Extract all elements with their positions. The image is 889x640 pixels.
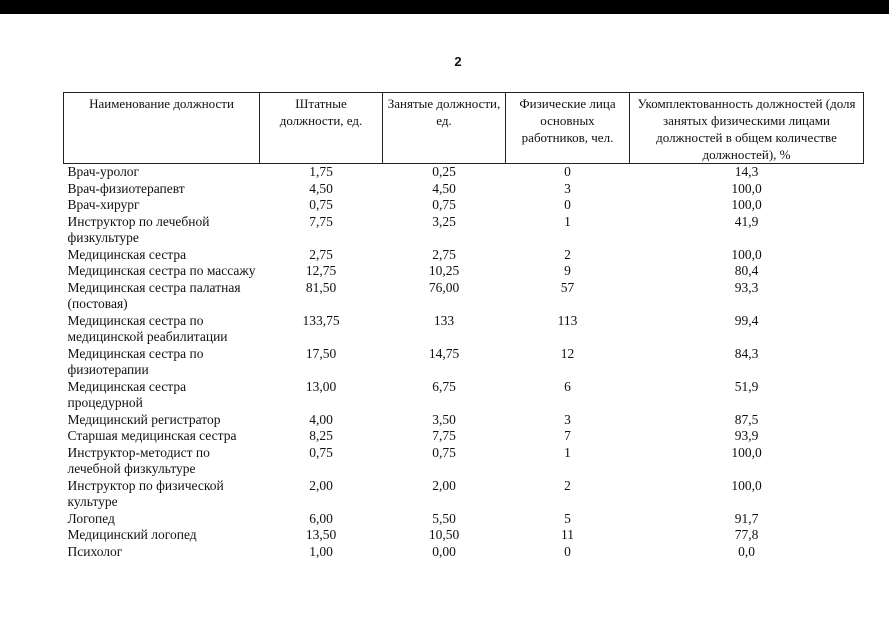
table-row (64, 280, 864, 313)
table-row (64, 511, 864, 528)
cell-staff-positions: 81,50 (305, 279, 337, 295)
cell-staffing-level: 80,4 (734, 263, 759, 278)
cell-position-name: Врач-хирург (67, 197, 140, 212)
table-row (64, 445, 864, 478)
table-row (64, 428, 864, 445)
cell-staff-positions: 2,00 (309, 477, 333, 493)
cell-staffing-level: 100,0 (731, 246, 762, 262)
cell-occupied-positions: 10,25 (428, 263, 460, 278)
cell-staffing-level: 100,0 (731, 197, 762, 212)
staffing-table (63, 92, 864, 560)
cell-staff-positions: 0,75 (309, 197, 333, 212)
cell-staff-positions: 12,75 (305, 263, 337, 278)
cell-position-name: Медицинский регистратор (67, 411, 221, 427)
top-border-bar (0, 0, 889, 14)
cell-staff-positions: 0,75 (309, 444, 333, 460)
cell-staff-positions: 4,00 (309, 411, 333, 427)
cell-staffing-level: 51,9 (734, 378, 759, 394)
cell-staff-positions: 1,00 (309, 543, 333, 559)
cell-staffing-level: 100,0 (731, 477, 762, 493)
cell-staff-positions: 8,25 (309, 428, 333, 443)
table-row (64, 346, 864, 379)
table-row (64, 313, 864, 346)
cell-position-name: Старшая медицинская сестра (67, 428, 237, 443)
cell-staffing-level: 0,0 (738, 543, 755, 559)
cell-physical-persons: 9 (564, 263, 571, 278)
cell-staffing-level: 87,5 (734, 411, 759, 427)
header-physical-persons: Физические лица основных работников, чел. (506, 93, 630, 164)
cell-occupied-positions: 2,00 (432, 477, 456, 493)
cell-physical-persons: 5 (564, 510, 571, 526)
cell-staffing-level: 77,8 (734, 527, 759, 542)
cell-physical-persons: 12 (560, 345, 575, 361)
cell-physical-persons: 57 (560, 279, 575, 295)
cell-staff-positions: 2,75 (309, 246, 333, 262)
cell-position-name: Медицинская сестра палатная (постовая) (67, 279, 241, 311)
header-occupied-positions: Занятые должности, ед. (383, 93, 506, 164)
cell-physical-persons: 3 (564, 180, 571, 196)
table-body (64, 164, 864, 561)
cell-position-name: Медицинский логопед (67, 527, 197, 542)
cell-position-name: Медицинская сестра по массажу (67, 263, 256, 278)
cell-staff-positions: 13,00 (305, 378, 337, 394)
cell-occupied-positions: 0,25 (432, 164, 456, 179)
cell-position-name: Медицинская сестра по физиотерапии (67, 345, 204, 377)
page-number: 2 (454, 54, 462, 69)
cell-occupied-positions: 2,75 (432, 246, 456, 262)
cell-occupied-positions: 133 (433, 312, 455, 328)
table-row (64, 214, 864, 247)
cell-occupied-positions: 0,00 (432, 543, 456, 559)
cell-physical-persons: 1 (564, 444, 571, 460)
cell-occupied-positions: 6,75 (432, 378, 456, 394)
cell-staff-positions: 13,50 (305, 527, 337, 542)
cell-physical-persons: 2 (564, 477, 571, 493)
header-position-name: Наименование должности (64, 93, 260, 164)
cell-staffing-level: 100,0 (731, 444, 762, 460)
table-row (64, 412, 864, 429)
cell-position-name: Медицинская сестра процедурной (67, 378, 187, 410)
cell-occupied-positions: 0,75 (432, 444, 456, 460)
cell-physical-persons: 0 (564, 164, 571, 179)
cell-position-name: Медицинская сестра (67, 246, 187, 262)
header-staff-positions: Штатные должности, ед. (260, 93, 383, 164)
cell-staffing-level: 93,9 (734, 428, 759, 443)
cell-physical-persons: 1 (564, 213, 571, 229)
table-row (64, 263, 864, 280)
cell-physical-persons: 7 (564, 428, 571, 443)
cell-staffing-level: 84,3 (734, 345, 759, 361)
cell-position-name: Инструктор по физической культуре (67, 477, 224, 509)
table-header-row (64, 93, 864, 164)
cell-occupied-positions: 7,75 (432, 428, 456, 443)
cell-staff-positions: 7,75 (309, 213, 333, 229)
cell-staffing-level: 100,0 (731, 180, 762, 196)
cell-staff-positions: 1,75 (309, 164, 333, 179)
cell-occupied-positions: 0,75 (432, 197, 456, 212)
cell-staff-positions: 133,75 (302, 312, 340, 328)
table-row (64, 527, 864, 544)
cell-position-name: Врач-физиотерапевт (67, 180, 185, 196)
cell-staff-positions: 4,50 (309, 180, 333, 196)
cell-position-name: Инструктор по лечебной физкультуре (67, 213, 210, 245)
cell-staff-positions: 17,50 (305, 345, 337, 361)
cell-physical-persons: 2 (564, 246, 571, 262)
cell-staffing-level: 99,4 (734, 312, 759, 328)
cell-occupied-positions: 10,50 (428, 527, 460, 542)
cell-occupied-positions: 14,75 (428, 345, 460, 361)
table-row (64, 181, 864, 198)
cell-occupied-positions: 5,50 (432, 510, 456, 526)
cell-physical-persons: 0 (564, 543, 571, 559)
table-row (64, 164, 864, 181)
table-row (64, 478, 864, 511)
table-row (64, 197, 864, 214)
cell-occupied-positions: 3,50 (432, 411, 456, 427)
cell-occupied-positions: 4,50 (432, 180, 456, 196)
cell-physical-persons: 0 (564, 197, 571, 212)
cell-staff-positions: 6,00 (309, 510, 333, 526)
cell-staffing-level: 41,9 (734, 213, 759, 229)
cell-staffing-level: 91,7 (734, 510, 759, 526)
cell-position-name: Врач-уролог (67, 164, 140, 179)
table-row (64, 544, 864, 561)
table-row (64, 247, 864, 264)
cell-staffing-level: 93,3 (734, 279, 759, 295)
header-staffing-level: Укомплектованность должностей (доля занятых физическими лицами должностей в общем количестве должностей), % (630, 93, 864, 164)
cell-position-name: Психолог (67, 543, 123, 559)
cell-physical-persons: 3 (564, 411, 571, 427)
cell-position-name: Логопед (67, 510, 115, 526)
cell-position-name: Медицинская сестра по медицинской реабилитации (67, 312, 228, 344)
table-row (64, 379, 864, 412)
cell-position-name: Инструктор-методист по лечебной физкультуре (67, 444, 210, 476)
cell-occupied-positions: 3,25 (432, 213, 456, 229)
cell-physical-persons: 113 (557, 312, 578, 328)
cell-physical-persons: 11 (561, 527, 574, 542)
cell-occupied-positions: 76,00 (428, 279, 460, 295)
cell-physical-persons: 6 (564, 378, 571, 394)
cell-staffing-level: 14,3 (734, 164, 759, 179)
